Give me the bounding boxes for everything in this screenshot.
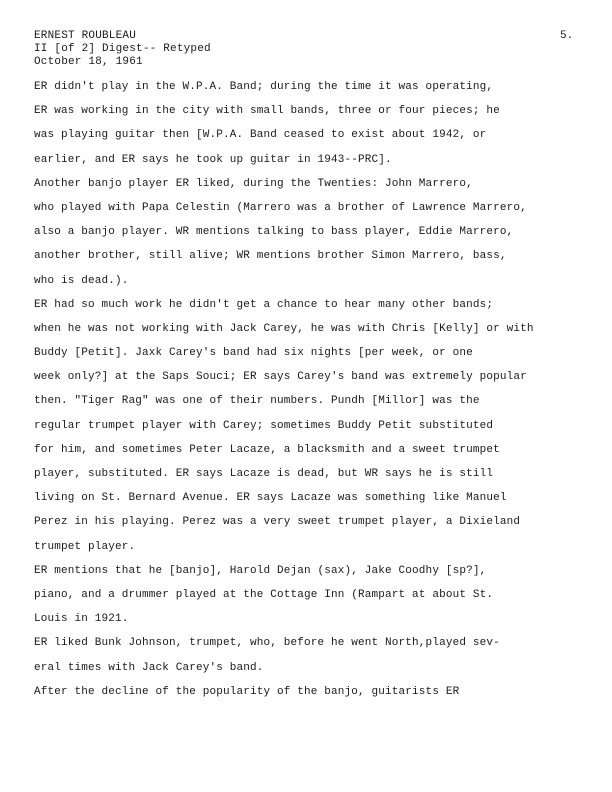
author-name: ERNEST ROUBLEAU	[34, 30, 137, 42]
text-line: another brother, still alive; WR mentions brother Simon Marrero, bass,	[34, 250, 507, 263]
text-line: ER mentions that he [banjo], Harold Dejan (sax), Jake Coodhy [sp?],	[34, 564, 487, 577]
text-line: for him, and sometimes Peter Lacaze, a blacksmith and a sweet trumpet	[34, 443, 500, 456]
text-line: who played with Papa Celestin (Marrero was a brother of Lawrence Marrero,	[34, 201, 527, 214]
text-line: when he was not working with Jack Carey, he was with Chris [Kelly] or with	[34, 322, 534, 335]
text-line: who is dead.).	[34, 274, 129, 287]
text-line: ER was working in the city with small bands, three or four pieces; he	[34, 105, 500, 118]
text-line: living on St. Bernard Avenue. ER says Lacaze was something like Manuel	[34, 492, 507, 505]
body-text	[34, 75, 594, 704]
text-line: was playing guitar then [W.P.A. Band ceased to exist about 1942, or	[34, 129, 487, 142]
text-line: Another banjo player ER liked, during the Twenties: John Marrero,	[34, 177, 473, 190]
interview-date: October 18, 1961	[34, 56, 143, 68]
text-line: trumpet player.	[34, 540, 136, 553]
text-line: ER didn't play in the W.P.A. Band; during the time it was operating,	[34, 81, 494, 93]
text-line: eral times with Jack Carey's band.	[34, 661, 264, 674]
text-line: also a banjo player. WR mentions talking to bass player, Eddie Marrero,	[34, 226, 514, 239]
text-line: then. "Tiger Rag" was one of their numbers. Pundh [Millor] was the	[34, 395, 480, 408]
page-number: 5.	[560, 30, 574, 42]
text-line: regular trumpet player with Carey; sometimes Buddy Petit substituted	[34, 419, 494, 432]
text-line: After the decline of the popularity of the banjo, guitarists ER	[34, 685, 460, 698]
reel-label: II [of 2] Digest-- Retyped	[34, 43, 211, 55]
text-line: Louis in 1921.	[34, 613, 129, 626]
text-line: week only?] at the Saps Souci; ER says Carey's band was extremely popular	[34, 371, 527, 384]
text-line: ER liked Bunk Johnson, trumpet, who, before he went North,played sev-	[34, 637, 500, 650]
text-line: piano, and a drummer played at the Cottage Inn (Rampart at about St.	[34, 588, 494, 601]
text-line: earlier, and ER says he took up guitar in 1943--PRC].	[34, 153, 392, 166]
text-line: player, substituted. ER says Lacaze is dead, but WR says he is still	[34, 468, 494, 480]
text-line: ER had so much work he didn't get a chance to hear many other bands;	[34, 298, 494, 311]
text-line: Buddy [Petit]. Jaxk Carey's band had six nights [per week, or one	[34, 347, 473, 360]
document-header	[34, 30, 211, 69]
text-line: Perez in his playing. Perez was a very sweet trumpet player, a Dixieland	[34, 516, 521, 529]
